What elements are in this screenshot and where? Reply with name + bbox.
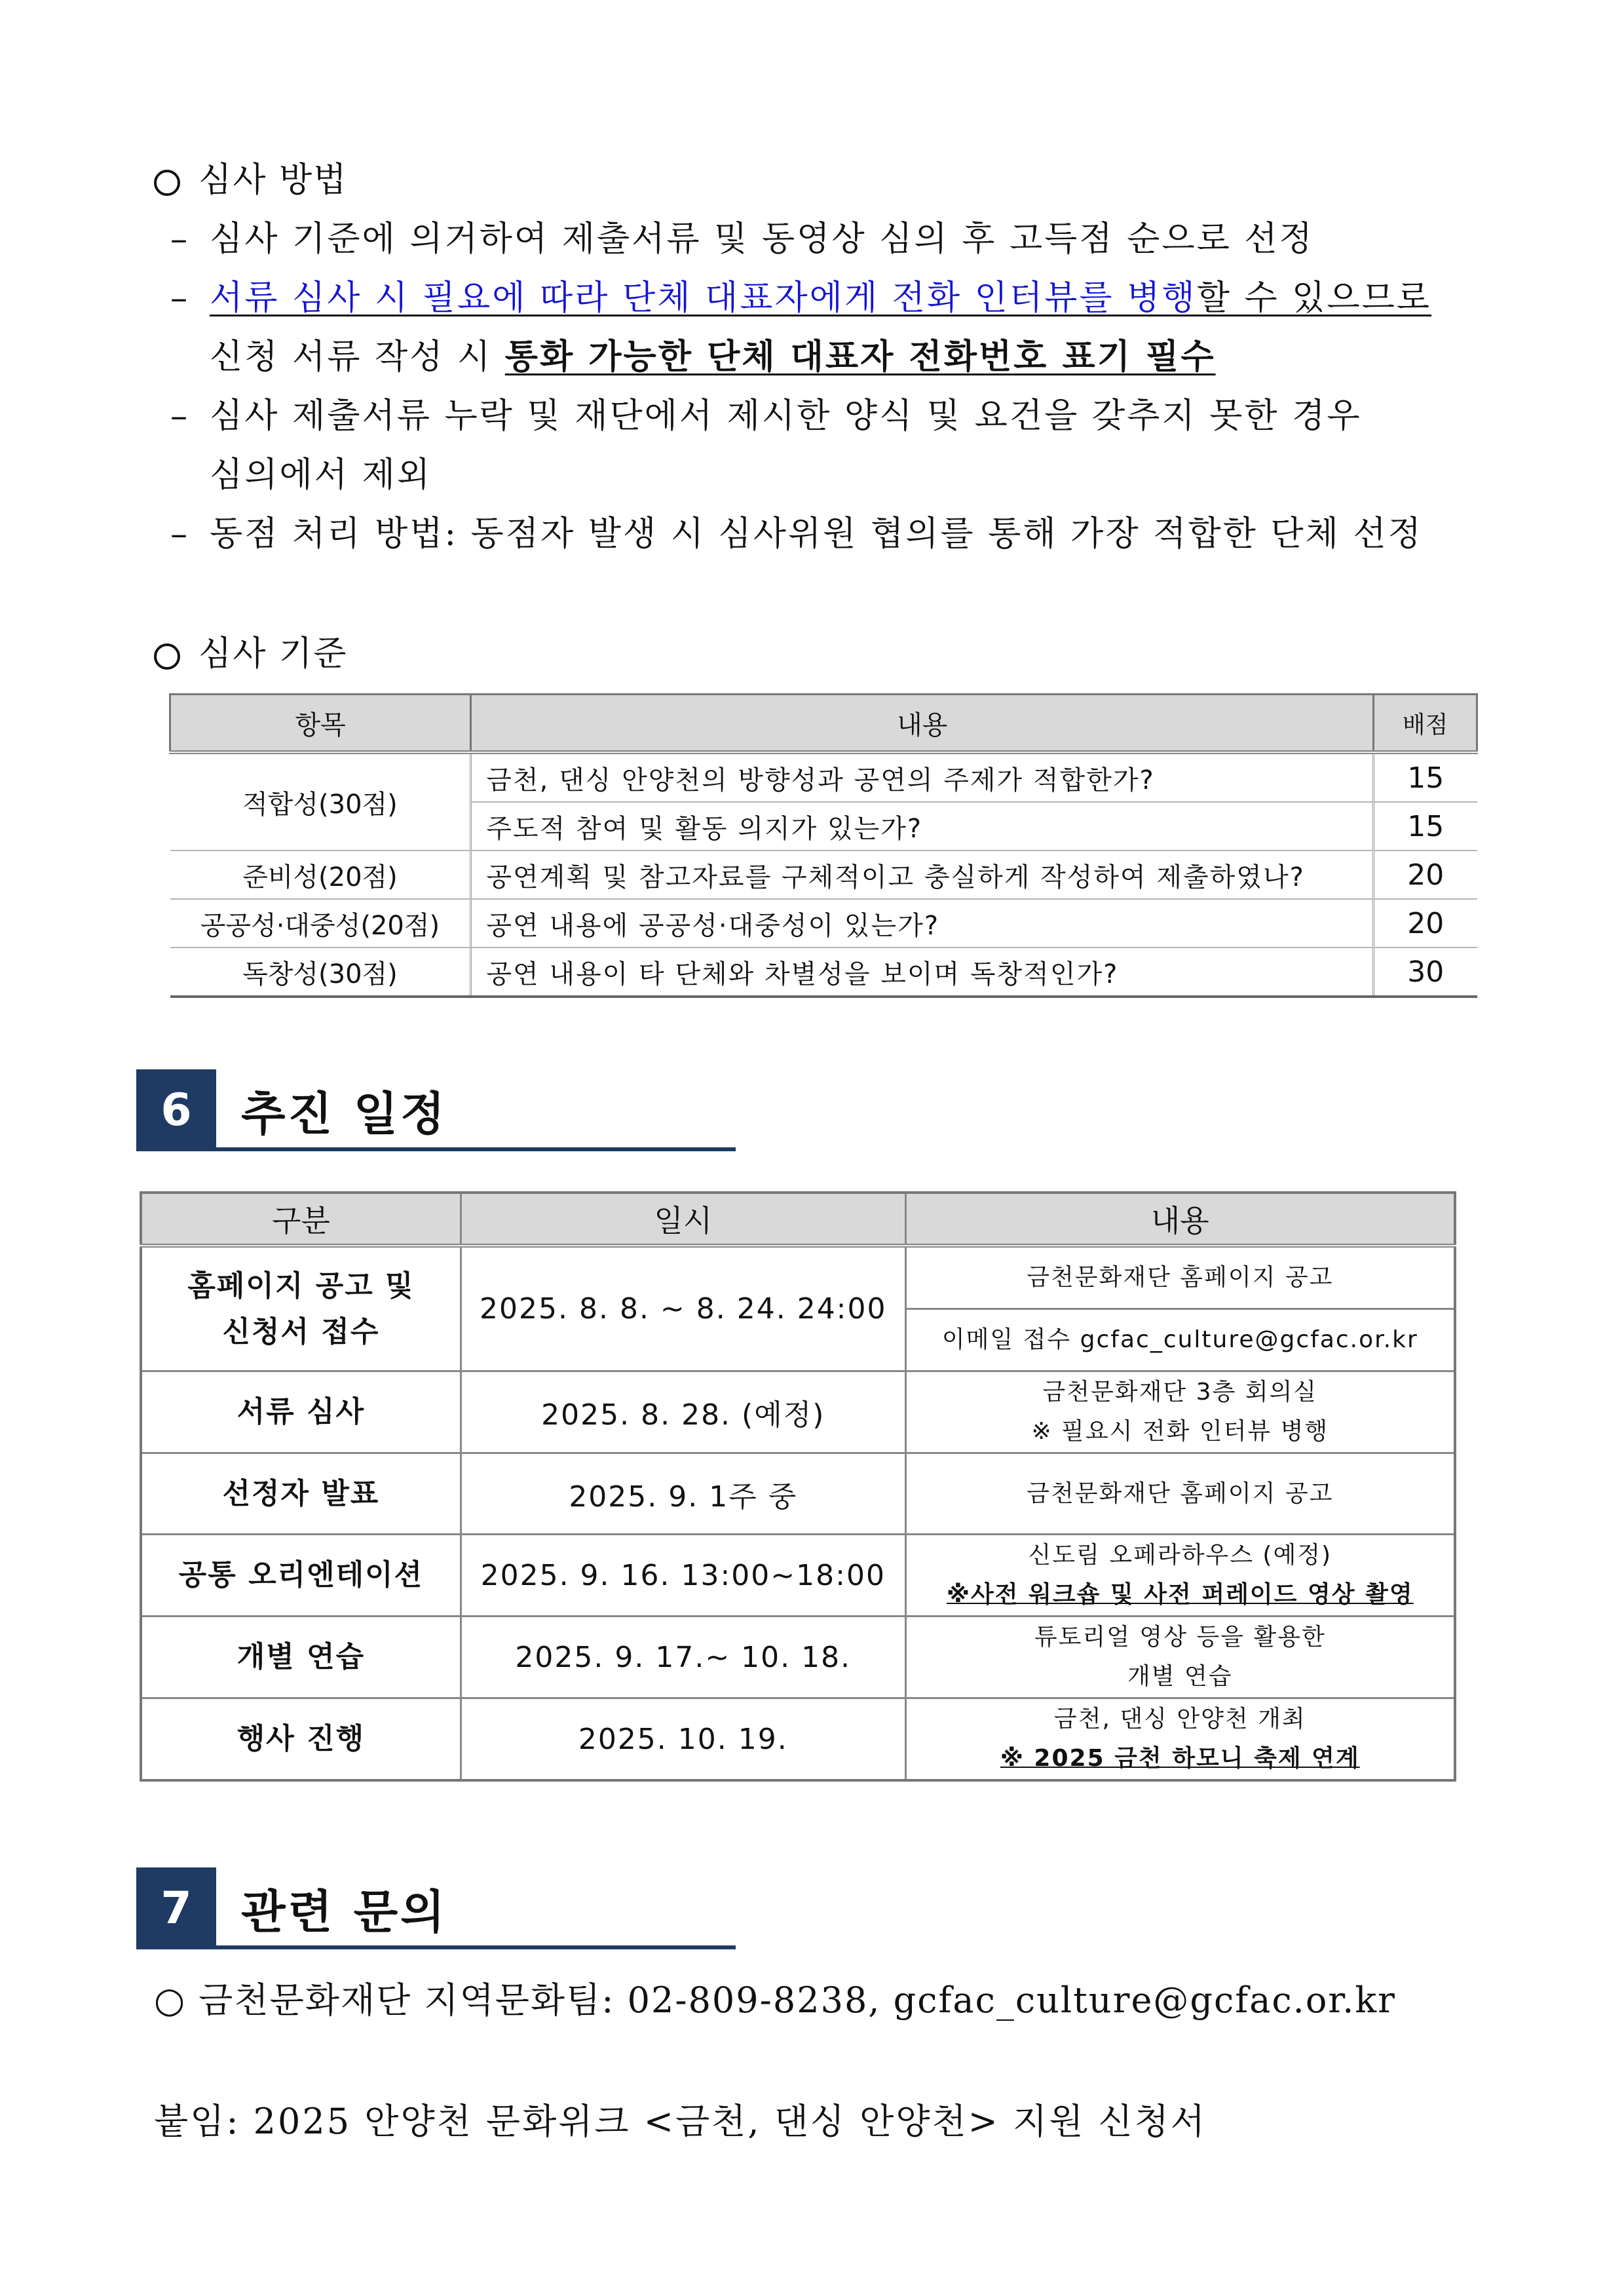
criteria-points: 30 (1374, 947, 1477, 997)
schedule-date: 2025. 8. 28. (예정) (461, 1371, 905, 1453)
table-row (141, 1535, 1455, 1617)
criteria-content: 주도적 참여 및 활동 의지가 있는가? (471, 802, 1374, 851)
schedule-category: 홈페이지 공고 및 신청서 접수 (141, 1246, 461, 1371)
table-header: 항목 (170, 695, 471, 753)
criteria-points: 15 (1374, 802, 1477, 851)
circle-bullet-icon (154, 170, 180, 196)
contact-info: ○ 금천문화재단 지역문화팀: 02-809-8238, gcfac_culture@gcfac.or.kr (154, 1980, 1396, 2021)
schedule-date: 2025. 9. 1주 중 (461, 1453, 905, 1535)
schedule-category: 선정자 발표 (141, 1453, 461, 1535)
criteria-table (169, 693, 1478, 998)
criteria-points: 20 (1374, 851, 1477, 899)
criteria-points: 20 (1374, 899, 1477, 947)
schedule-table (140, 1191, 1456, 1782)
review-item-2: – 서류 심사 시 필요에 따라 단체 대표자에게 전화 인터뷰를 병행할 수 있으므로 (170, 278, 1432, 318)
table-row (170, 899, 1477, 947)
criteria-content: 공연 내용에 공공성·대중성이 있는가? (471, 899, 1374, 947)
criteria-points: 15 (1374, 752, 1477, 802)
review-item-2-cont: 신청 서류 작성 시 통화 가능한 단체 대표자 전화번호 표기 필수 (210, 337, 1216, 377)
criteria-content: 공연계획 및 참고자료를 구체적이고 충실하게 작성하여 제출하였나? (471, 851, 1374, 899)
section-number: 6 (136, 1069, 216, 1151)
table-header-row (170, 695, 1477, 753)
schedule-category: 공통 오리엔테이션 (141, 1535, 461, 1617)
schedule-note: 금천, 댄싱 안양천 개최 ※ 2025 금천 하모니 축제 연계 (905, 1698, 1455, 1781)
table-row (141, 1617, 1455, 1698)
criteria-category: 공공성·대중성(20점) (170, 899, 471, 947)
criteria-category: 준비성(20점) (170, 851, 471, 899)
section-underline (216, 1945, 736, 1949)
section-6-header (136, 1069, 736, 1151)
table-row (141, 1698, 1455, 1781)
schedule-note: 신도림 오페라하우스 (예정) ※사전 워크숍 및 사전 퍼레이드 영상 촬영 (905, 1535, 1455, 1617)
table-header: 구분 (141, 1193, 461, 1246)
section-number: 7 (136, 1867, 216, 1949)
schedule-category: 개별 연습 (141, 1617, 461, 1698)
table-header: 일시 (461, 1193, 905, 1246)
table-header-row (141, 1193, 1455, 1246)
table-row (141, 1246, 1455, 1309)
review-item-1: – 심사 기준에 의거하여 제출서류 및 동영상 심의 후 고득점 순으로 선정 (170, 220, 1314, 259)
schedule-note: 금천문화재단 3층 회의실 ※ 필요시 전화 인터뷰 병행 (905, 1371, 1455, 1453)
table-header: 내용 (905, 1193, 1455, 1246)
schedule-note: 이메일 접수 gcfac_culture@gcfac.or.kr (905, 1309, 1455, 1371)
criteria-category: 적합성(30점) (170, 752, 471, 851)
review-item-3: – 심사 제출서류 누락 및 재단에서 제시한 양식 및 요건을 갖추지 못한 경우 (170, 396, 1362, 436)
schedule-date: 2025. 9. 16. 13:00~18:00 (461, 1535, 905, 1617)
schedule-date: 2025. 10. 19. (461, 1698, 905, 1781)
criteria-category: 독창성(30점) (170, 947, 471, 997)
table-row (141, 1371, 1455, 1453)
criteria-content: 금천, 댄싱 안양천의 방향성과 공연의 주제가 적합한가? (471, 752, 1374, 802)
section-underline (216, 1147, 736, 1151)
schedule-note: 금천문화재단 홈페이지 공고 (905, 1246, 1455, 1309)
schedule-date: 2025. 8. 8. ~ 8. 24. 24:00 (461, 1246, 905, 1371)
review-item-3-cont: 심의에서 제외 (210, 455, 432, 495)
schedule-category: 행사 진행 (141, 1698, 461, 1781)
table-row (170, 851, 1477, 899)
section-title: 추진 일정 (241, 1087, 447, 1141)
criteria-content: 공연 내용이 타 단체와 차별성을 보이며 독창적인가? (471, 947, 1374, 997)
schedule-date: 2025. 9. 17.~ 10. 18. (461, 1617, 905, 1698)
section-title: 관련 문의 (241, 1885, 447, 1939)
table-header: 배점 (1374, 695, 1477, 753)
review-item-4: – 동점 처리 방법: 동점자 발생 시 심사위원 협의를 통해 가장 적합한 단체 선정 (170, 514, 1423, 554)
table-header: 내용 (471, 695, 1374, 753)
circle-bullet-icon (154, 643, 180, 670)
attachment-note: 붙임: 2025 안양천 문화위크 <금천, 댄싱 안양천> 지원 신청서 (154, 2101, 1207, 2142)
table-row (141, 1453, 1455, 1535)
review-method-title: 심사 방법 (154, 152, 347, 201)
schedule-category: 서류 심사 (141, 1371, 461, 1453)
table-row (170, 752, 1477, 802)
schedule-note: 튜토리얼 영상 등을 활용한 개별 연습 (905, 1617, 1455, 1698)
table-row (170, 947, 1477, 997)
criteria-title: 심사 기준 (154, 626, 347, 675)
schedule-note: 금천문화재단 홈페이지 공고 (905, 1453, 1455, 1535)
section-7-header (136, 1867, 736, 1949)
